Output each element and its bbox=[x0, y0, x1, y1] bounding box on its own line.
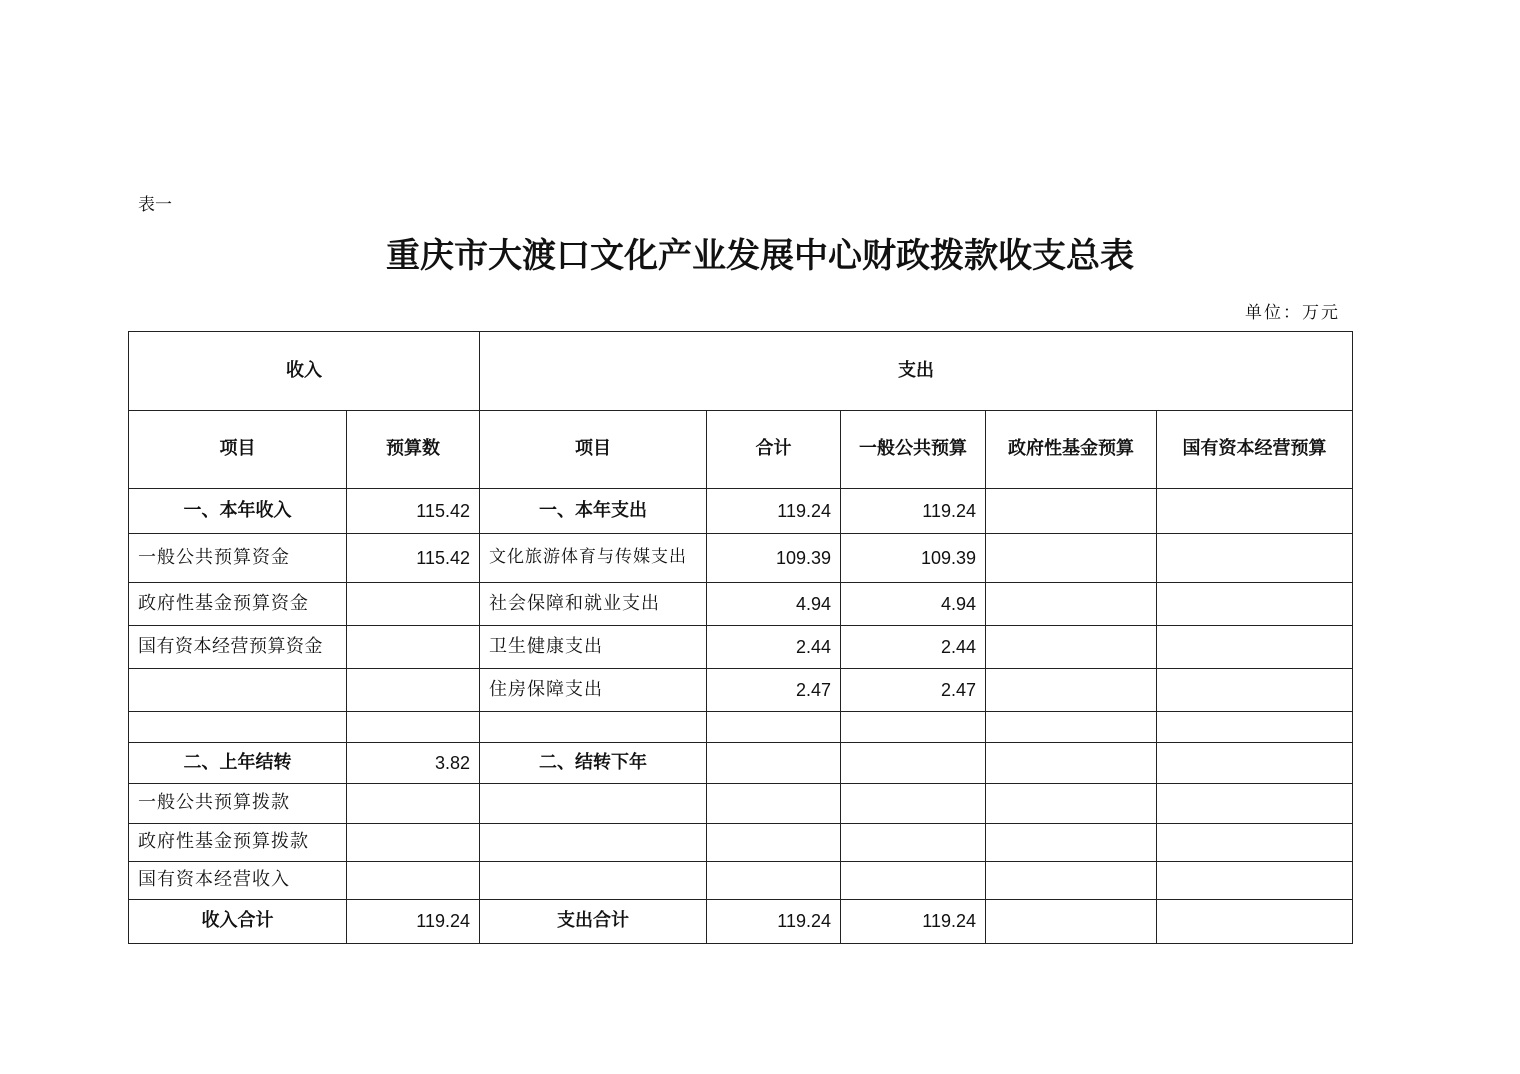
total-amount bbox=[707, 824, 841, 862]
col-header-general: 一般公共预算 bbox=[841, 411, 986, 489]
income-amount: 115.42 bbox=[347, 489, 480, 534]
income-item bbox=[129, 712, 347, 743]
gov-fund-amount bbox=[986, 743, 1157, 784]
gov-fund-amount bbox=[986, 824, 1157, 862]
total-amount: 4.94 bbox=[707, 583, 841, 626]
expense-item: 二、结转下年 bbox=[480, 743, 707, 784]
total-amount: 119.24 bbox=[707, 489, 841, 534]
total-amount bbox=[707, 784, 841, 824]
col-header-gov-fund: 政府性基金预算 bbox=[986, 411, 1157, 489]
expense-item bbox=[480, 862, 707, 900]
expense-item bbox=[480, 784, 707, 824]
income-group-header: 收入 bbox=[129, 332, 480, 411]
income-amount bbox=[347, 626, 480, 669]
gov-fund-amount bbox=[986, 534, 1157, 583]
general-amount bbox=[841, 824, 986, 862]
expense-group-header: 支出 bbox=[480, 332, 1353, 411]
table-row bbox=[129, 862, 1353, 900]
header-row-columns bbox=[129, 411, 1353, 489]
state-capital-amount bbox=[1157, 900, 1353, 944]
income-amount bbox=[347, 583, 480, 626]
total-amount: 109.39 bbox=[707, 534, 841, 583]
state-capital-amount bbox=[1157, 784, 1353, 824]
total-amount bbox=[707, 712, 841, 743]
general-amount: 4.94 bbox=[841, 583, 986, 626]
gov-fund-amount bbox=[986, 862, 1157, 900]
expense-item bbox=[480, 712, 707, 743]
income-total-label: 收入合计 bbox=[129, 900, 347, 944]
general-amount bbox=[841, 862, 986, 900]
income-amount bbox=[347, 824, 480, 862]
income-item bbox=[129, 669, 347, 712]
table-row bbox=[129, 712, 1353, 743]
total-amount bbox=[707, 862, 841, 900]
table-row bbox=[129, 784, 1353, 824]
table-number-label: 表一 bbox=[138, 195, 172, 215]
gov-fund-amount bbox=[986, 669, 1157, 712]
general-amount bbox=[841, 784, 986, 824]
gov-fund-amount bbox=[986, 900, 1157, 944]
totals-row bbox=[129, 900, 1353, 944]
income-item: 政府性基金预算资金 bbox=[129, 583, 347, 626]
state-capital-amount bbox=[1157, 743, 1353, 784]
expense-item: 住房保障支出 bbox=[480, 669, 707, 712]
income-amount: 3.82 bbox=[347, 743, 480, 784]
header-row-groups bbox=[129, 332, 1353, 411]
expense-item bbox=[480, 824, 707, 862]
budget-summary-table bbox=[128, 331, 1353, 944]
state-capital-amount bbox=[1157, 583, 1353, 626]
table-row bbox=[129, 743, 1353, 784]
col-header-income-item: 项目 bbox=[129, 411, 347, 489]
income-item: 一般公共预算拨款 bbox=[129, 784, 347, 824]
gov-fund-amount bbox=[986, 784, 1157, 824]
expense-item: 一、本年支出 bbox=[480, 489, 707, 534]
state-capital-amount bbox=[1157, 824, 1353, 862]
general-amount: 109.39 bbox=[841, 534, 986, 583]
income-item: 一、本年收入 bbox=[129, 489, 347, 534]
general-amount bbox=[841, 712, 986, 743]
table-row bbox=[129, 489, 1353, 534]
state-capital-amount bbox=[1157, 862, 1353, 900]
state-capital-amount bbox=[1157, 712, 1353, 743]
general-amount: 119.24 bbox=[841, 900, 986, 944]
expense-item: 卫生健康支出 bbox=[480, 626, 707, 669]
table-row bbox=[129, 824, 1353, 862]
col-header-total: 合计 bbox=[707, 411, 841, 489]
table-row bbox=[129, 534, 1353, 583]
total-amount: 119.24 bbox=[707, 900, 841, 944]
state-capital-amount bbox=[1157, 626, 1353, 669]
general-amount: 2.44 bbox=[841, 626, 986, 669]
state-capital-amount bbox=[1157, 669, 1353, 712]
expense-total-label: 支出合计 bbox=[480, 900, 707, 944]
state-capital-amount bbox=[1157, 489, 1353, 534]
income-amount: 115.42 bbox=[347, 534, 480, 583]
col-header-budget: 预算数 bbox=[347, 411, 480, 489]
gov-fund-amount bbox=[986, 583, 1157, 626]
general-amount: 119.24 bbox=[841, 489, 986, 534]
income-item: 二、上年结转 bbox=[129, 743, 347, 784]
income-amount bbox=[347, 862, 480, 900]
gov-fund-amount bbox=[986, 489, 1157, 534]
income-item: 一般公共预算资金 bbox=[129, 534, 347, 583]
income-item: 国有资本经营预算资金 bbox=[129, 626, 347, 669]
income-total-amount: 119.24 bbox=[347, 900, 480, 944]
general-amount bbox=[841, 743, 986, 784]
income-amount bbox=[347, 712, 480, 743]
income-item: 政府性基金预算拨款 bbox=[129, 824, 347, 862]
table-row bbox=[129, 669, 1353, 712]
col-header-expense-item: 项目 bbox=[480, 411, 707, 489]
expense-item: 文化旅游体育与传媒支出 bbox=[480, 534, 707, 583]
table-row bbox=[129, 626, 1353, 669]
table-row bbox=[129, 583, 1353, 626]
gov-fund-amount bbox=[986, 712, 1157, 743]
col-header-state-capital: 国有资本经营预算 bbox=[1157, 411, 1353, 489]
expense-item: 社会保障和就业支出 bbox=[480, 583, 707, 626]
general-amount: 2.47 bbox=[841, 669, 986, 712]
total-amount: 2.44 bbox=[707, 626, 841, 669]
total-amount: 2.47 bbox=[707, 669, 841, 712]
unit-label: 单位：万元 bbox=[1245, 303, 1340, 323]
state-capital-amount bbox=[1157, 534, 1353, 583]
gov-fund-amount bbox=[986, 626, 1157, 669]
income-item: 国有资本经营收入 bbox=[129, 862, 347, 900]
income-amount bbox=[347, 784, 480, 824]
document-title: 重庆市大渡口文化产业发展中心财政拨款收支总表 bbox=[386, 236, 1134, 276]
total-amount bbox=[707, 743, 841, 784]
income-amount bbox=[347, 669, 480, 712]
